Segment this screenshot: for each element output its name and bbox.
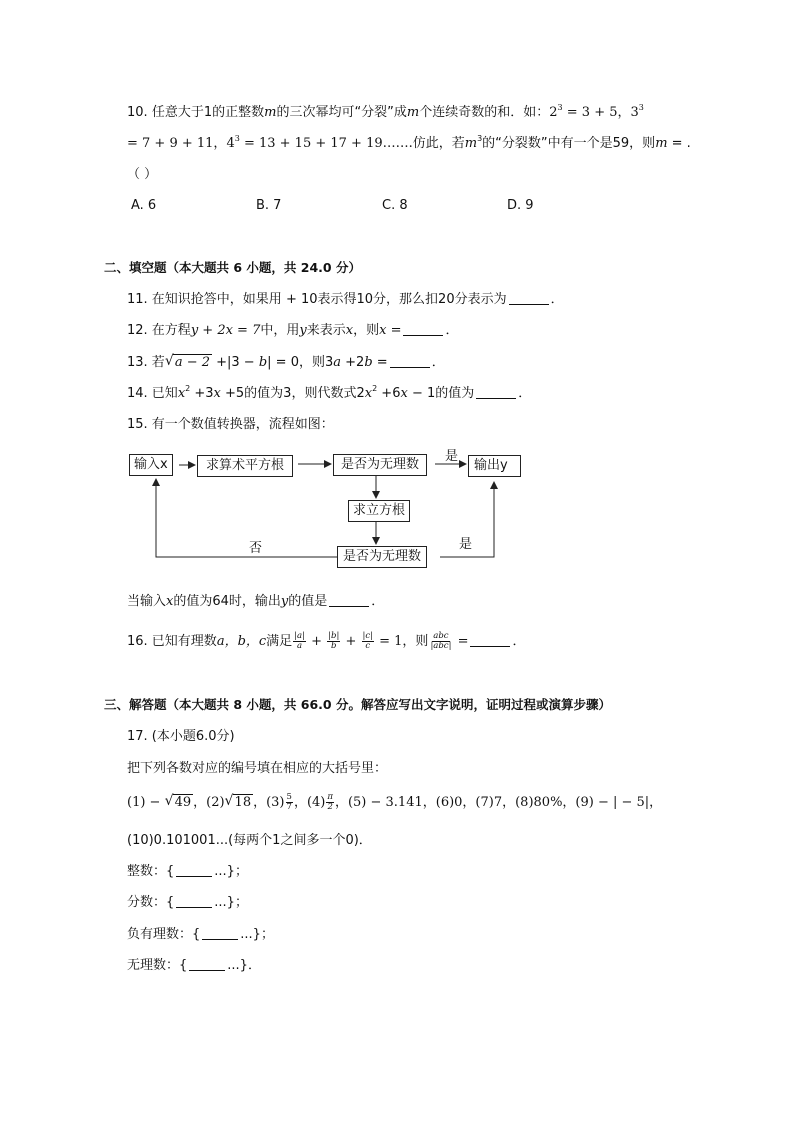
flow-output-box: 输出y	[468, 455, 521, 477]
q15-stem: 15. 有一个数值转换器，流程如图：	[127, 417, 334, 432]
flow-yes-label-1: 是	[445, 449, 459, 464]
flow-sqrt-box: 求算术平方根	[197, 455, 293, 477]
q10-option-a: A. 6	[131, 198, 157, 213]
q10-paren: （ ）	[127, 167, 158, 182]
flow-irr1-box: 是否为无理数	[333, 454, 427, 476]
q17-category-fraction: 分数：{ ...}；	[127, 895, 248, 910]
q10-option-c: C. 8	[382, 198, 408, 213]
q13: 13. 若 √ a − 2 +|3 − b| = 0，则3a +2b = ．	[127, 353, 445, 370]
q15-question: 当输入x的值为64时，输出y的值是 ．	[127, 594, 385, 609]
flow-no-label: 否	[249, 541, 263, 556]
q11: 11. 在知识抢答中，如果用 + 10表示得10分，那么扣20分表示为 ．	[127, 292, 564, 307]
q17-category-integer: 整数：{ ...}；	[127, 864, 248, 879]
q12: 12. 在方程y + 2x = 7中，用y来表示x，则x = ．	[127, 323, 459, 338]
q10-line2: = 7 + 9 + 11，$4^3 = 13 + 15 + 17$ + 19…….仿此，若$m^3$的“分裂数”中有一个是59，则m = .	[127, 134, 691, 151]
q10-line1: 10. 任意大于1的正整数m的三次幂均可“分裂”成m个连续奇数的和．如：$2^3 = 3 + 5$，$3^3$	[127, 103, 644, 120]
section-2-title: 二、填空题（本大题共 6 小题，共 24.0 分）	[104, 260, 361, 275]
arrow-irr2-to-input	[156, 479, 337, 557]
flow-irr2-box: 是否为无理数	[337, 546, 427, 568]
section-3-title: 三、解答题（本大题共 8 小题，共 66.0 分。解答应写出文字说明，证明过程或演算步骤）	[104, 697, 611, 712]
q17-items-line2: (10)0.101001...(每两个1之间多一个0)．	[127, 833, 372, 848]
q17-items-line1: (1) − √ 49 ，(2) √ 18 ，(3) $\frac{5}{7}$ ，(4) $\frac{\pi}{2}$ ，(5) − 3.141，(6)0，(7)7，(8)80%，(9) − | − 5|，	[127, 792, 663, 812]
q16: 16. 已知有理数a，b，c满足 $\frac{|a|}{a}$ + $\frac{|b|}{b}$ + $\frac{|c|}{c}$ = 1，则 $\frac{\text{abc}}{\text{|abc|}}$ = ．	[127, 631, 526, 651]
q10-option-b: B. 7	[256, 198, 282, 213]
q10-option-d: D. 9	[507, 198, 534, 213]
q17-head: 17. (本小题6.0分)	[127, 729, 235, 744]
flow-input-box: 输入x	[129, 454, 173, 476]
q17-category-irrational: 无理数：{ ...}．	[127, 958, 261, 973]
flow-yes-label-2: 是	[459, 537, 473, 552]
q17-intro: 把下列各数对应的编号填在相应的大括号里：	[127, 761, 388, 776]
q17-category-negative-rational: 负有理数：{ ...}；	[127, 927, 274, 942]
flow-cbrt-box: 求立方根	[348, 500, 410, 522]
q14: 14. 已知$x^2 +3x +5$的值为3，则代数式$2x^2 +6x - 1$的值为 ．	[127, 384, 532, 401]
